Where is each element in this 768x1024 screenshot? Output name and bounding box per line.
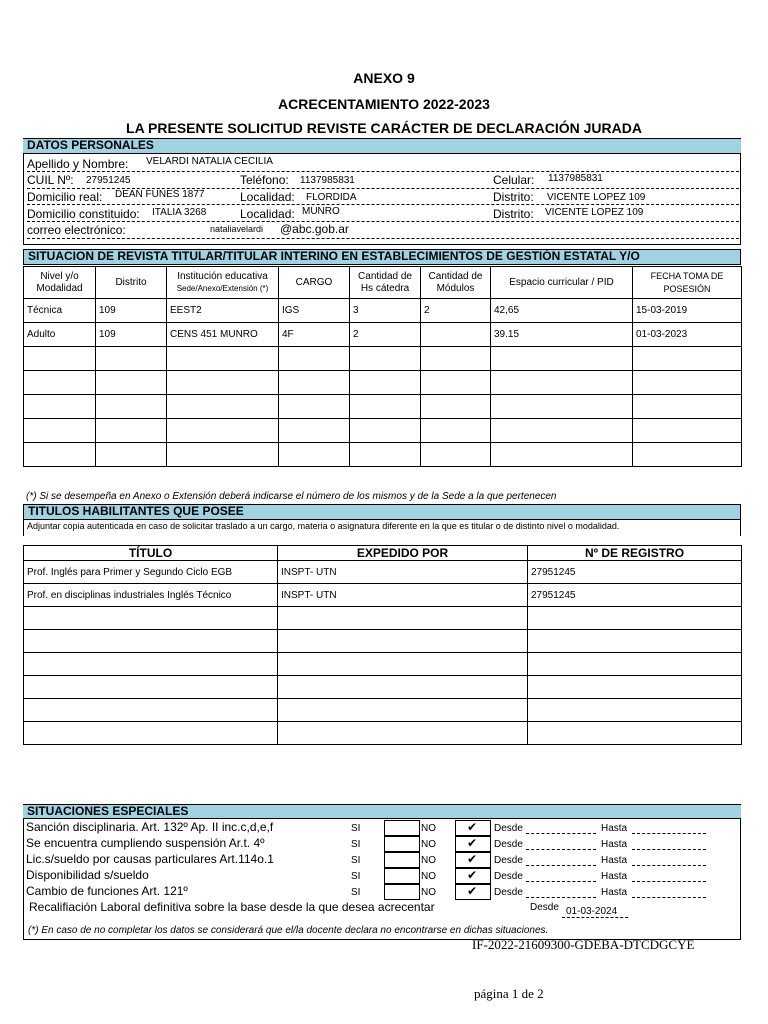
situation-cell-district[interactable] (96, 419, 167, 443)
situation-cell-cargo[interactable] (279, 443, 350, 467)
locality-label: Localidad: (240, 207, 295, 221)
si-label: SI (351, 855, 361, 866)
situation-cell-cargo[interactable] (279, 395, 350, 419)
title-cell-issued[interactable] (278, 630, 528, 653)
situation-cell-date[interactable]: 01-03-2023 (633, 323, 742, 347)
situation-cell-district[interactable] (96, 347, 167, 371)
title-row (24, 607, 742, 630)
divider (27, 204, 739, 205)
special-header: SITUACIONES ESPECIALES (23, 804, 741, 819)
situation-cell-inst[interactable] (167, 419, 279, 443)
desde-line[interactable] (526, 849, 596, 850)
check-icon: ✔ (467, 820, 478, 834)
situation-row (24, 299, 742, 323)
title-cell-title[interactable] (24, 607, 278, 630)
situation-cell-modules[interactable] (421, 371, 491, 395)
title-row (24, 630, 742, 653)
locality-value[interactable]: FLORDIDA (306, 192, 357, 203)
situation-cell-hours[interactable]: 2 (350, 323, 421, 347)
title-cell-reg[interactable]: 27951245 (528, 561, 742, 584)
title-cell-reg[interactable]: 27951245 (528, 584, 742, 607)
situation-footnote: (*) Si se desempeña en Anexo o Extensión deberá indicarse el número de los mismos y de la Sede a la que pertenecen (26, 491, 557, 502)
annex-title: ANEXO 9 (353, 70, 415, 86)
district-label: Distrito: (493, 207, 534, 221)
situation-cell-date[interactable]: 15-03-2019 (633, 299, 742, 323)
hasta-label: Hasta (601, 855, 628, 866)
divider (27, 238, 739, 239)
divider (27, 221, 739, 222)
locality-value[interactable]: MUNRO (302, 206, 340, 217)
situation-cell-hours[interactable] (350, 395, 421, 419)
situation-cell-cargo[interactable]: 4F (279, 323, 350, 347)
title-cell-issued[interactable] (278, 722, 528, 745)
title-row (24, 561, 742, 584)
si-checkbox[interactable] (384, 884, 420, 900)
si-label: SI (351, 823, 361, 834)
situation-cell-space[interactable] (491, 347, 633, 371)
desde-line[interactable] (526, 865, 596, 866)
title-cell-title[interactable] (24, 699, 278, 722)
special-item-label: Cambio de funciones Art. 121º (26, 884, 188, 898)
situation-cell-modules[interactable] (421, 395, 491, 419)
hasta-label: Hasta (601, 839, 628, 850)
situation-cell-space[interactable] (491, 419, 633, 443)
phone-value[interactable]: 1137985831 (300, 175, 355, 186)
situation-cell-inst[interactable]: CENS 451 MUNRO (167, 323, 279, 347)
title-cell-issued[interactable]: INSPT- UTN (278, 561, 528, 584)
no-label: NO (421, 887, 436, 898)
hasta-line[interactable] (632, 849, 706, 850)
title-row (24, 722, 742, 745)
situation-cell-inst[interactable] (167, 347, 279, 371)
email-user-value[interactable]: nataliavelardi (210, 224, 264, 234)
situation-cell-district[interactable] (96, 395, 167, 419)
situation-cell-level[interactable] (24, 371, 96, 395)
situation-row (24, 371, 742, 395)
situation-cell-modules[interactable] (421, 419, 491, 443)
col-curricular-space: Espacio curricular / PID (491, 267, 633, 299)
special-footnote: (*) En caso de no completar los datos se considerará que el/la docente declara no encontrarse en dichas situaciones. (28, 925, 549, 936)
situation-cell-modules[interactable]: 2 (421, 299, 491, 323)
situation-cell-inst[interactable] (167, 395, 279, 419)
title-cell-issued[interactable] (278, 607, 528, 630)
situation-cell-space[interactable]: 42,65 (491, 299, 633, 323)
recalification-desde: Desde (530, 902, 559, 913)
desde-line[interactable] (526, 881, 596, 882)
recalification-date-line (562, 917, 628, 918)
title-cell-title[interactable] (24, 630, 278, 653)
divider (27, 171, 739, 172)
situation-cell-hours[interactable] (350, 443, 421, 467)
declaration-title: LA PRESENTE SOLICITUD REVISTE CARÁCTER DE DECLARACIÓN JURADA (126, 120, 642, 136)
situation-cell-inst[interactable]: EEST2 (167, 299, 279, 323)
situation-row (24, 443, 742, 467)
real-address-value[interactable]: DEAN FUNES 1877 (115, 189, 205, 200)
title-row (24, 676, 742, 699)
real-address-label: Domicilio real: (27, 190, 103, 204)
hasta-line[interactable] (632, 833, 706, 834)
situation-row (24, 419, 742, 443)
situation-cell-district[interactable]: 109 (96, 299, 167, 323)
title-cell-reg[interactable] (528, 676, 742, 699)
email-label: correo electrónico: (27, 223, 126, 237)
col-hours: Cantidad de Hs cátedra (350, 267, 421, 299)
situation-cell-date[interactable] (633, 419, 742, 443)
si-label: SI (351, 871, 361, 882)
district-value[interactable]: VICENTE LOPEZ 109 (547, 192, 646, 203)
email-domain: @abc.gob.ar (280, 222, 349, 236)
title-row (24, 653, 742, 676)
situation-cell-district[interactable]: 109 (96, 323, 167, 347)
situation-cell-date[interactable] (633, 371, 742, 395)
legal-address-label: Domicilio constituido: (27, 207, 140, 221)
col-issued-by: EXPEDIDO POR (278, 546, 528, 561)
title-cell-reg[interactable] (528, 607, 742, 630)
situation-cell-space[interactable] (491, 395, 633, 419)
title-cell-title[interactable]: Prof. Inglés para Primer y Segundo Ciclo EGB (24, 561, 278, 584)
legal-address-value[interactable]: ITALIA 3268 (152, 207, 207, 218)
title-cell-title[interactable] (24, 722, 278, 745)
name-value[interactable]: VELARDI NATALIA CECILIA (146, 156, 273, 167)
titles-header: TITULOS HABILITANTES QUE POSEE (23, 504, 741, 520)
phone-label: Teléfono: (240, 173, 289, 187)
situation-cell-date[interactable] (633, 395, 742, 419)
no-label: NO (421, 839, 436, 850)
special-item-label: Disponibilidad s/sueldo (26, 868, 149, 882)
desde-label: Desde (494, 871, 523, 882)
situation-table (23, 266, 742, 467)
document-id: IF-2022-21609300-GDEBA-DTCDGCYE (472, 937, 695, 952)
col-district: Distrito (96, 267, 167, 299)
situation-cell-hours[interactable] (350, 419, 421, 443)
title-cell-issued[interactable]: INSPT- UTN (278, 584, 528, 607)
title-cell-issued[interactable] (278, 653, 528, 676)
situation-cell-cargo[interactable] (279, 371, 350, 395)
si-label: SI (351, 887, 361, 898)
situation-cell-level[interactable]: Técnica (24, 299, 96, 323)
situation-cell-modules[interactable] (421, 347, 491, 371)
title-cell-title[interactable] (24, 676, 278, 699)
si-checkbox[interactable] (384, 852, 420, 868)
situation-cell-inst[interactable] (167, 371, 279, 395)
situation-cell-cargo[interactable] (279, 419, 350, 443)
desde-label: Desde (494, 887, 523, 898)
situation-cell-level[interactable] (24, 443, 96, 467)
form-title: ACRECENTAMIENTO 2022-2023 (278, 96, 490, 112)
special-item-label: Se encuentra cumpliendo suspensión Ar.t. 4º (26, 836, 265, 850)
situation-row (24, 395, 742, 419)
col-cargo: CARGO (279, 267, 350, 299)
situation-cell-space[interactable]: 39.15 (491, 323, 633, 347)
cuil-label: CUIL Nº: (27, 173, 74, 187)
title-cell-title[interactable]: Prof. en disciplinas industriales Inglés Técnico (24, 584, 278, 607)
situation-cell-hours[interactable] (350, 371, 421, 395)
recalification-label: Recalifiación Laboral definitiva sobre la base desde la que desea acrecentar (29, 900, 435, 914)
situation-cell-space[interactable] (491, 371, 633, 395)
situation-cell-level[interactable] (24, 347, 96, 371)
situation-cell-modules[interactable] (421, 443, 491, 467)
titles-instruction: Adjuntar copia autenticada en caso de solicitar traslado a un cargo, materia o asignatura diferente en la que es titular o de distinto nivel o modalidad. (27, 521, 620, 531)
check-icon: ✔ (467, 884, 478, 898)
title-cell-title[interactable] (24, 653, 278, 676)
situation-cell-level[interactable] (24, 395, 96, 419)
name-label: Apellido y Nombre: (27, 157, 129, 171)
title-cell-reg[interactable] (528, 722, 742, 745)
situation-cell-cargo[interactable] (279, 347, 350, 371)
col-possession-date: FECHA TOMA DE POSESIÓN (633, 267, 742, 299)
situation-cell-inst[interactable] (167, 443, 279, 467)
si-label: SI (351, 839, 361, 850)
recalification-date[interactable]: 01-03-2024 (566, 906, 618, 917)
title-row (24, 584, 742, 607)
situation-cell-modules[interactable] (421, 323, 491, 347)
hasta-line[interactable] (632, 897, 706, 898)
hasta-label: Hasta (601, 823, 628, 834)
titles-table (23, 545, 742, 745)
title-cell-reg[interactable] (528, 699, 742, 722)
special-item-label: Sanción disciplinaria. Art. 132º Ap. II inc.c,d,e,f (26, 820, 274, 834)
no-label: NO (421, 823, 436, 834)
check-icon: ✔ (467, 852, 478, 866)
special-item-label: Lic.s/sueldo por causas particulares Art.114o.1 (26, 852, 274, 866)
hasta-label: Hasta (601, 887, 628, 898)
desde-label: Desde (494, 823, 523, 834)
situation-row (24, 347, 742, 371)
title-cell-issued[interactable] (278, 676, 528, 699)
hasta-label: Hasta (601, 871, 628, 882)
situation-cell-district[interactable] (96, 371, 167, 395)
desde-line[interactable] (526, 833, 596, 834)
col-title: TÍTULO (24, 546, 278, 561)
col-registration: Nº DE REGISTRO (528, 546, 742, 561)
check-icon: ✔ (467, 868, 478, 882)
district-value[interactable]: VICENTE LOPEZ 109 (545, 207, 644, 218)
si-checkbox[interactable] (384, 820, 420, 836)
situation-cell-date[interactable] (633, 347, 742, 371)
desde-label: Desde (494, 839, 523, 850)
situation-header: SITUACION DE REVISTA TITULAR/TITULAR INTERINO EN ESTABLECIMIENTOS DE GESTIÓN ESTATAL Y/O (23, 249, 741, 265)
situation-cell-space[interactable] (491, 443, 633, 467)
title-cell-issued[interactable] (278, 699, 528, 722)
cuil-value[interactable]: 27951245 (86, 175, 131, 186)
desde-label: Desde (494, 855, 523, 866)
si-checkbox[interactable] (384, 868, 420, 884)
situation-cell-cargo[interactable]: IGS (279, 299, 350, 323)
situation-cell-date[interactable] (633, 443, 742, 467)
title-row (24, 699, 742, 722)
no-label: NO (421, 871, 436, 882)
desde-line[interactable] (526, 897, 596, 898)
si-checkbox[interactable] (384, 836, 420, 852)
situation-cell-level[interactable]: Adulto (24, 323, 96, 347)
col-institution: Institución educativa Sede/Anexo/Extensión (*) (167, 267, 279, 299)
situation-row (24, 323, 742, 347)
page-number: página 1 de 2 (474, 986, 544, 1001)
personal-data-header: DATOS PERSONALES (23, 138, 741, 154)
hasta-line[interactable] (632, 865, 706, 866)
locality-label: Localidad: (240, 190, 295, 204)
cell-label: Celular: (493, 173, 535, 187)
check-icon: ✔ (467, 836, 478, 850)
situation-cell-district[interactable] (96, 443, 167, 467)
no-label: NO (421, 855, 436, 866)
title-cell-reg[interactable] (528, 653, 742, 676)
situation-cell-hours[interactable] (350, 347, 421, 371)
situation-cell-level[interactable] (24, 419, 96, 443)
district-label: Distrito: (493, 190, 534, 204)
col-modules: Cantidad de Módulos (421, 267, 491, 299)
hasta-line[interactable] (632, 881, 706, 882)
cell-value[interactable]: 1137985831 (548, 173, 603, 184)
title-cell-reg[interactable] (528, 630, 742, 653)
col-level: Nivel y/o Modalidad (24, 267, 96, 299)
situation-cell-hours[interactable]: 3 (350, 299, 421, 323)
